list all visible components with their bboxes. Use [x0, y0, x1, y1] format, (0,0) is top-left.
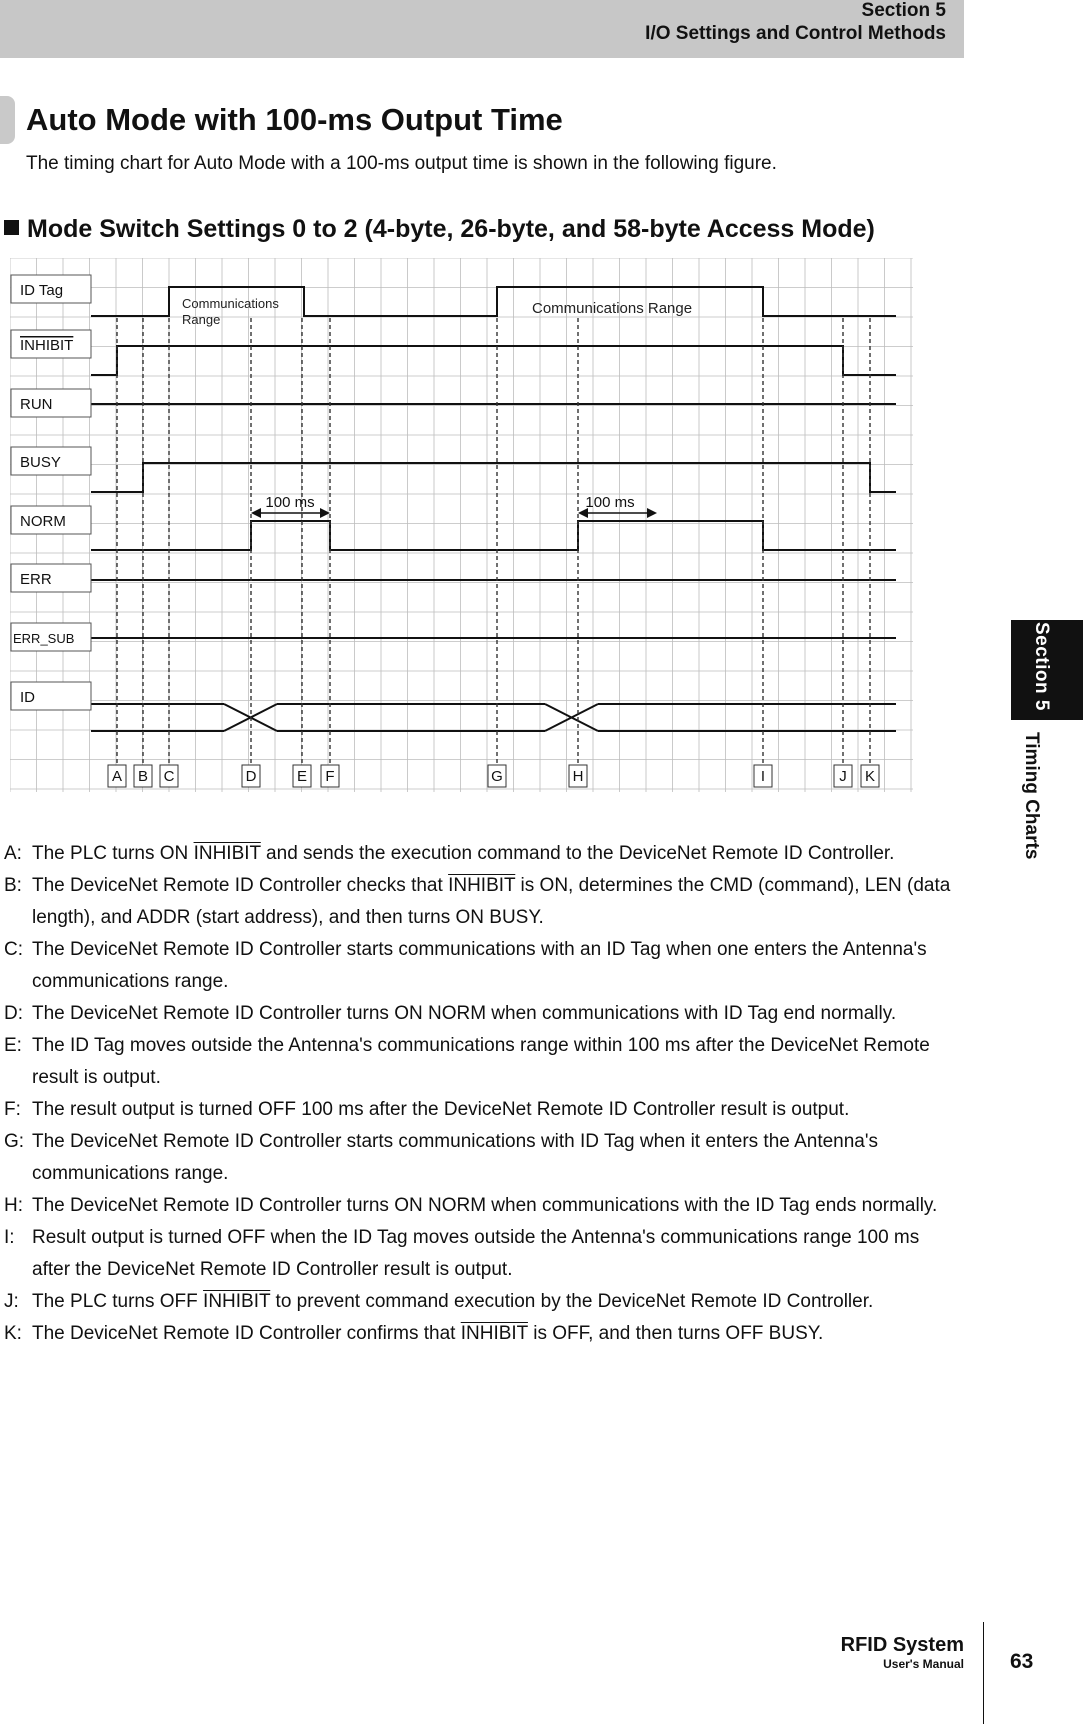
event-key: G: [4, 1131, 25, 1152]
event-description [4, 1286, 954, 1318]
event-text [32, 1035, 930, 1088]
event-text-part: is ON, determines the CMD (command), LEN (data length), and ADDR (start address), and then turns ON BUSY. [32, 875, 951, 928]
event-text-part: Result output is turned OFF when the ID Tag moves outside the Antenna's communications range 100 ms after the DeviceNet Remote ID Controller result is output. [32, 1227, 920, 1280]
event-key: I: [4, 1227, 15, 1248]
chart-labels [11, 275, 879, 787]
side-chapter-label: Timing Charts [1021, 732, 1042, 860]
event-text-part: and sends the execution command to the DeviceNet Remote ID Controller. [260, 843, 895, 864]
event-description [4, 1094, 954, 1126]
event-text [32, 1323, 823, 1344]
event-description [4, 998, 954, 1030]
event-marker-label: F [325, 768, 335, 785]
event-key: E: [4, 1035, 22, 1056]
event-marker-label: C [163, 768, 175, 785]
event-text-part: The DeviceNet Remote ID Controller turns ON NORM when communications with the ID Tag ends normally. [32, 1195, 938, 1216]
event-text-signal: INHIBIT [193, 843, 261, 864]
event-text-part: to prevent command execution by the DeviceNet Remote ID Controller. [270, 1291, 874, 1312]
event-text [32, 1003, 896, 1024]
event-text [32, 1291, 873, 1312]
footer-title: RFID System [840, 1634, 964, 1656]
event-key: B: [4, 875, 22, 896]
event-text-part: The DeviceNet Remote ID Controller confirms that [32, 1323, 461, 1344]
event-text-signal: INHIBIT [203, 1291, 271, 1312]
duration-arrow-head [320, 508, 330, 518]
event-description [4, 934, 954, 998]
page-title: Auto Mode with 100-ms Output Time [26, 102, 563, 137]
event-text-part: The ID Tag moves outside the Antenna's communications range within 100 ms after the DeviceNet Remote result is output. [32, 1035, 930, 1088]
duration-arrow-head [251, 508, 261, 518]
event-marker-label: E [296, 768, 308, 785]
wave-norm [91, 521, 896, 550]
event-description-list [4, 838, 954, 1350]
section-header-bar [0, 0, 964, 58]
event-text [32, 1227, 919, 1280]
signal-label: RUN [20, 396, 53, 413]
event-text-signal: INHIBIT [460, 1323, 528, 1344]
section-number: Section 5 [861, 0, 946, 21]
event-description [4, 1190, 954, 1222]
heading-marker [0, 96, 15, 144]
event-key: H: [4, 1195, 23, 1216]
signal-label: ERR_SUB [13, 631, 75, 646]
event-text [32, 1099, 849, 1120]
event-marker-label: G [491, 768, 503, 785]
signal-label: ID [20, 689, 35, 706]
footer-subtitle: User's Manual [883, 1657, 964, 1671]
event-key: A: [4, 843, 22, 864]
subheading-text: Mode Switch Settings 0 to 2 (4-byte, 26-byte, and 58-byte Access Mode) [27, 215, 875, 243]
event-text-part: The result output is turned OFF 100 ms after the DeviceNet Remote ID Controller result is output. [32, 1099, 850, 1120]
signal-label: INHIBIT [20, 337, 74, 354]
event-description [4, 1222, 954, 1286]
event-marker-label: D [245, 768, 257, 785]
event-description [4, 838, 954, 870]
side-section-tab-label: Section 5 [1031, 622, 1052, 711]
event-key: C: [4, 939, 23, 960]
page-number: 63 [1010, 1650, 1034, 1673]
event-description [4, 870, 954, 934]
footer-divider [983, 1622, 984, 1724]
timing-chart [10, 258, 916, 796]
signal-label: BUSY [20, 454, 61, 471]
range-label: Communications [182, 296, 279, 311]
duration-label: 100 ms [265, 494, 315, 511]
event-text-part: The PLC turns OFF [32, 1291, 204, 1312]
intro-text: The timing chart for Auto Mode with a 100-ms output time is shown in the following figure. [26, 153, 777, 174]
event-description [4, 1126, 954, 1190]
wave-inhibit [91, 346, 896, 375]
wave-busy [91, 463, 896, 492]
event-marker-label: J [839, 768, 847, 785]
event-text-part: The DeviceNet Remote ID Controller starts communications with ID Tag when it enters the Antenna's communications range. [32, 1131, 878, 1184]
event-text [32, 1131, 878, 1184]
subheading [4, 215, 875, 244]
event-text [32, 875, 950, 928]
chart-event-lines [117, 318, 870, 763]
range-label: Communications Range [532, 300, 693, 317]
event-text-part: The DeviceNet Remote ID Controller turns ON NORM when communications with ID Tag end normally. [32, 1003, 897, 1024]
event-text-part: The DeviceNet Remote ID Controller starts communications with an ID Tag when one enters the Antenna's communications range. [32, 939, 927, 992]
event-text-part: The PLC turns ON [32, 843, 194, 864]
event-marker-label: K [864, 768, 876, 785]
signal-label: NORM [20, 513, 66, 530]
event-key: F: [4, 1099, 21, 1120]
event-text [32, 939, 927, 992]
square-bullet-icon [4, 220, 19, 235]
event-text [32, 843, 894, 864]
signal-label: ID Tag [20, 282, 64, 299]
event-marker-label: H [572, 768, 584, 785]
event-text-part: is OFF, and then turns OFF BUSY. [527, 1323, 824, 1344]
event-key: K: [4, 1323, 22, 1344]
chart-grid [10, 258, 913, 792]
chart-signal-lines [91, 287, 896, 731]
event-marker-label: A [111, 768, 123, 785]
event-marker-label: I [760, 768, 766, 785]
event-key: J: [4, 1291, 19, 1312]
event-marker-label: B [137, 768, 149, 785]
section-title: I/O Settings and Control Methods [645, 23, 946, 44]
range-label: Range [182, 312, 221, 327]
duration-label: 100 ms [585, 494, 635, 511]
event-description [4, 1030, 954, 1094]
duration-arrow-head [647, 508, 657, 518]
event-text-signal: INHIBIT [448, 875, 516, 896]
event-text [32, 1195, 937, 1216]
event-text-part: The DeviceNet Remote ID Controller checks that [32, 875, 449, 896]
event-description [4, 1318, 954, 1350]
event-key: D: [4, 1003, 23, 1024]
signal-label: ERR [20, 571, 52, 588]
